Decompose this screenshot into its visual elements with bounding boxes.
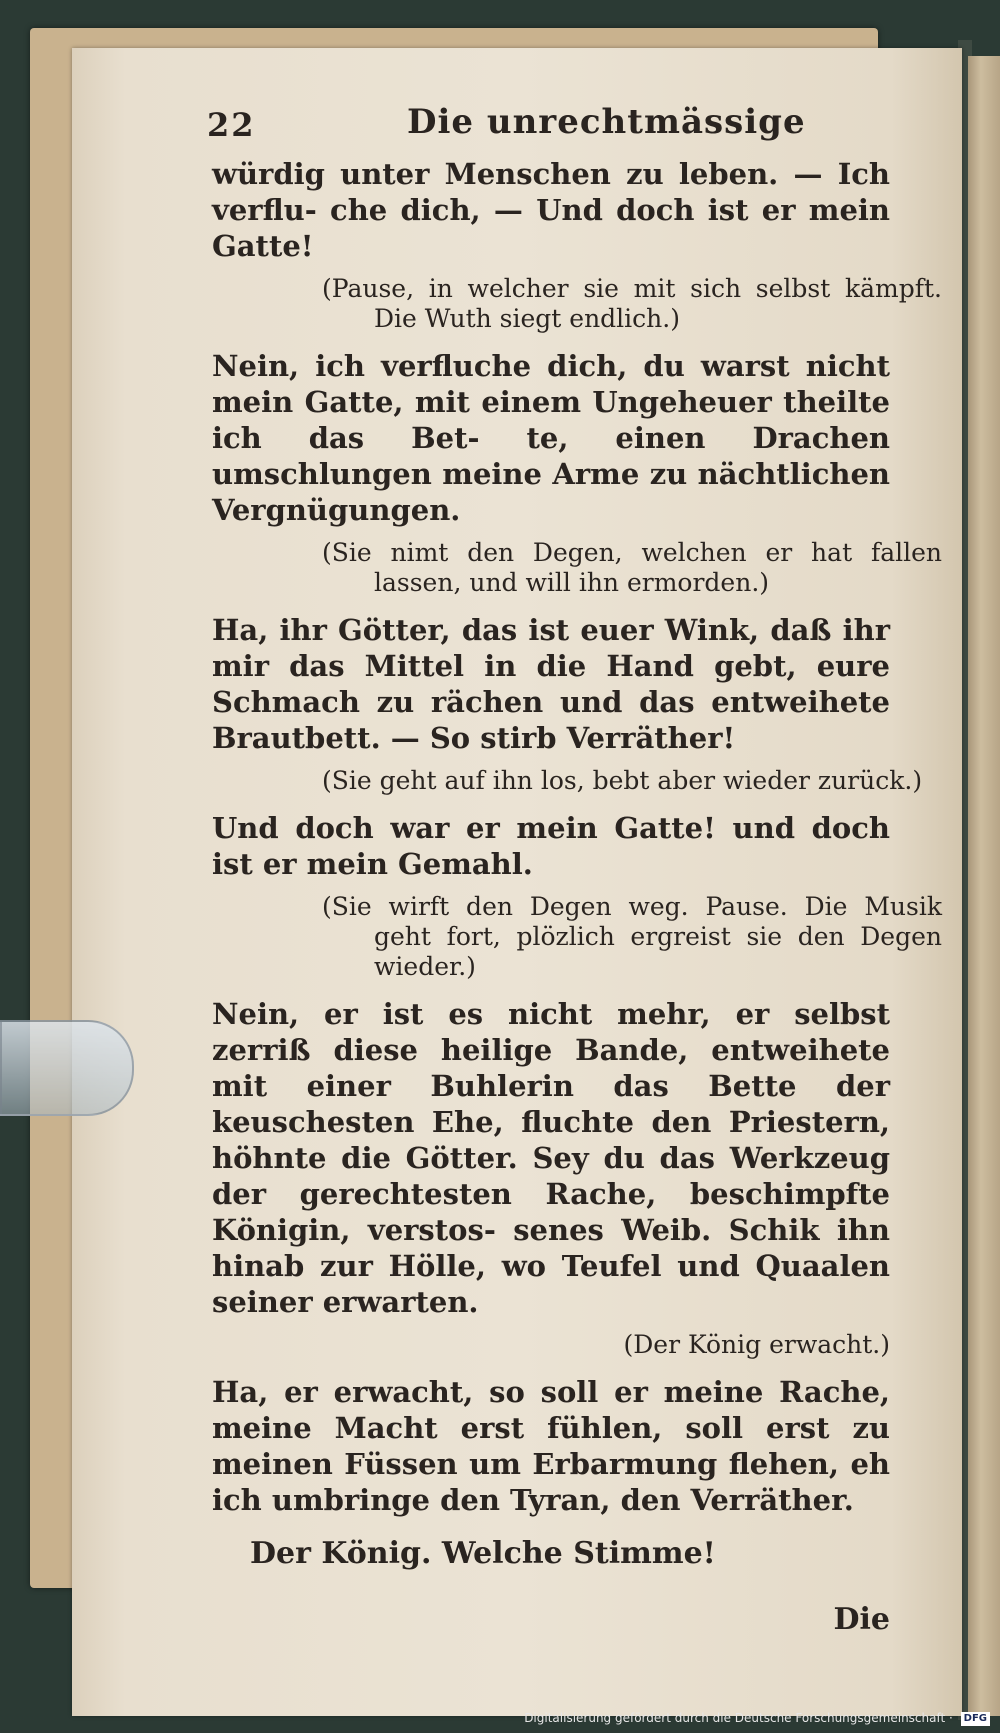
page-edge <box>968 56 1000 1716</box>
speech-paragraph: Nein, er ist es nicht mehr, er selbst zerriß diese heilige Bande, entweihete mit einer Buhlerin das Bette der keuschesten Ehe, fluchte den Priestern, höhnte die Götter. Sey du das Werkzeug der gerechtesten Rache, beschimpfte Königin, verstos- senes Weib. Schik ihn hinab zur Hölle, wo Teufel und Quaalen seiner erwarten. <box>212 997 890 1319</box>
stage-direction: (Sie geht auf ihn los, bebt aber wieder zurück.) <box>322 766 923 795</box>
stage-direction: (Pause, in welcher sie mit sich selbst kämpft. Die Wuth siegt endlich.) <box>322 274 942 333</box>
digitization-credit <box>524 1707 990 1729</box>
dfg-logo: DFG <box>961 1712 990 1726</box>
catchword: Die <box>833 1602 890 1637</box>
page-clip <box>0 1020 134 1116</box>
credit-text: Digitalisierung gefördert durch die Deutsche Forschungsgemeinschaft · <box>524 1711 953 1725</box>
speech-paragraph: Nein, ich verfluche dich, du warst nicht mein Gatte, mit einem Ungeheuer theilte ich das Bet- te, einen Drachen umschlungen meine Arme zu nächtlichen Vergnügungen. <box>212 349 890 527</box>
running-title: Die unrechtmässige <box>407 102 806 142</box>
speech-paragraph: Ha, er erwacht, so soll er meine Rache, meine Macht erst fühlen, soll erst zu meinen Füssen um Erbarmung flehen, eh ich umbringe den Tyran, den Verräther. <box>212 1375 890 1517</box>
page-number: 22 <box>207 106 256 144</box>
book-page <box>72 48 962 1716</box>
stage-direction: (Sie wirft den Degen weg. Pause. Die Musik geht fort, plözlich ergreist sie den Degen wieder.) <box>322 892 942 981</box>
speech-paragraph: würdig unter Menschen zu leben. — Ich verflu- che dich, — Und doch ist er mein Gatte! <box>212 157 890 263</box>
speech-paragraph: Ha, ihr Götter, das ist euer Wink, daß ihr mir das Mittel in die Hand gebt, eure Schmach zu rächen und das entweihete Brautbett. — So stirb Verräther! <box>212 613 890 755</box>
speech-paragraph: Und doch war er mein Gatte! und doch ist er mein Gemahl. <box>212 811 890 881</box>
page-text-block <box>207 78 952 1667</box>
page-header <box>207 78 952 148</box>
stage-direction: (Der König erwacht.) <box>623 1330 890 1359</box>
speaker-line: Der König. Welche Stimme! <box>250 1536 716 1571</box>
stage-direction: (Sie nimt den Degen, welchen er hat fallen lassen, und will ihn ermorden.) <box>322 538 942 597</box>
